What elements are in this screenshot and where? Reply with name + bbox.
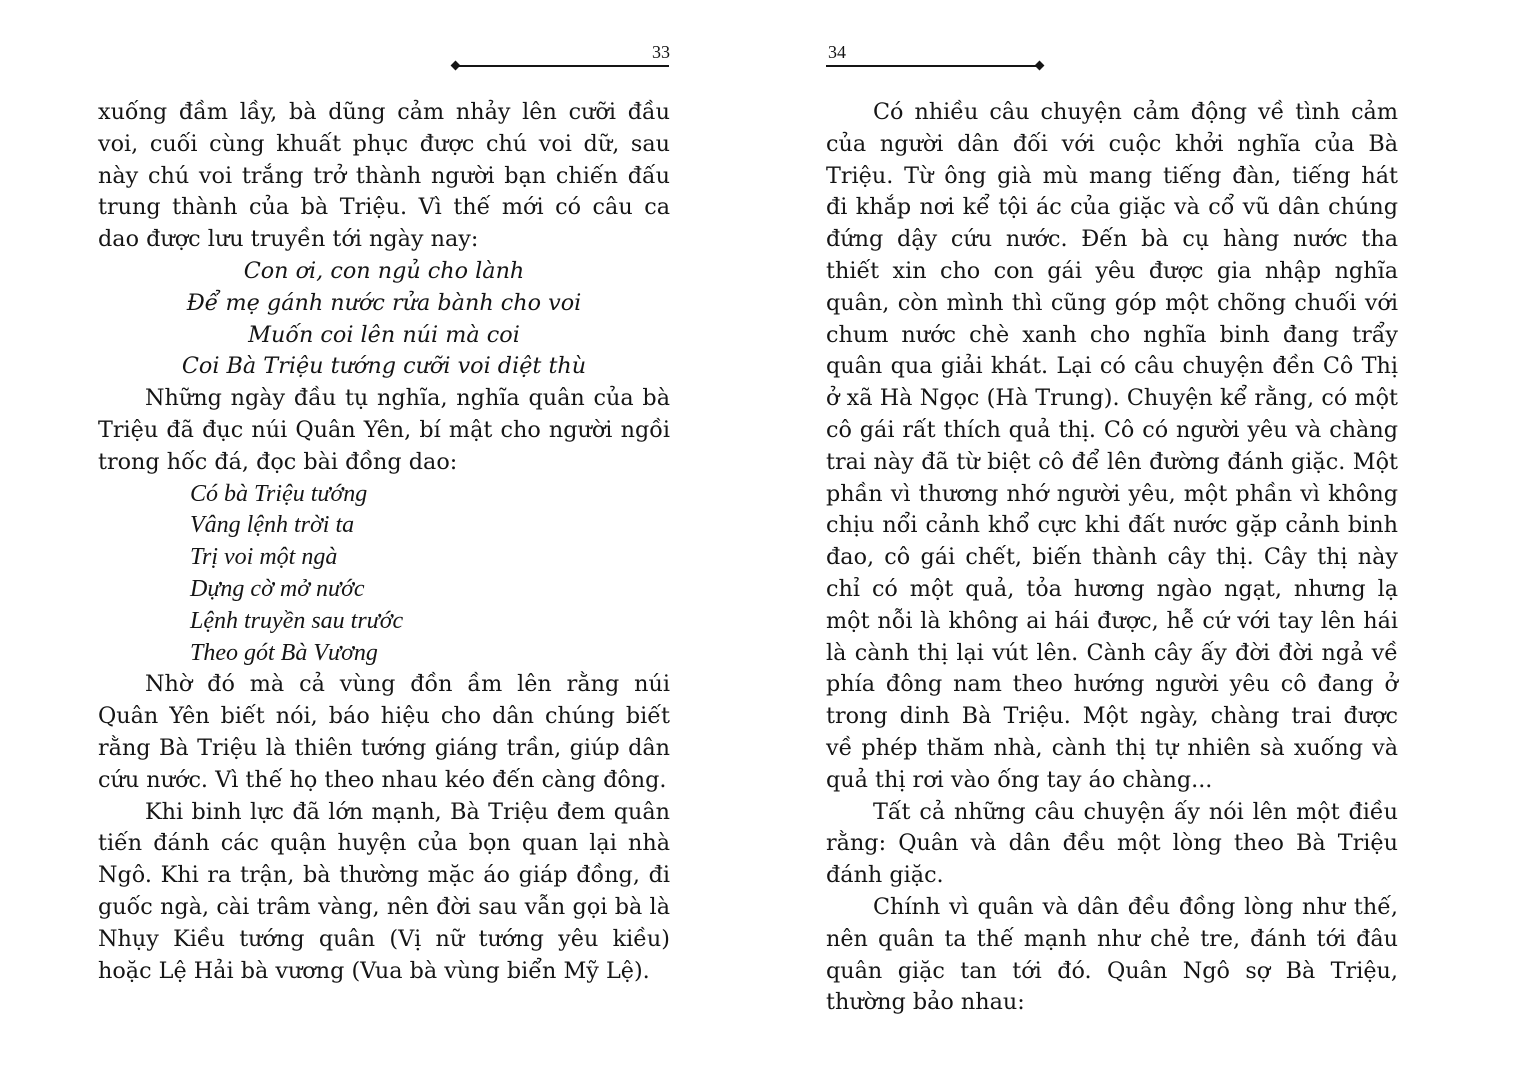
left-page-text xyxy=(98,97,670,987)
text-line: nên quân ta thế mạnh như chẻ tre, đánh tới đâu xyxy=(826,925,1398,952)
text-line: thiết xin cho con gái yêu được gia nhập nghĩa xyxy=(826,257,1398,284)
text-line: Những ngày đầu tụ nghĩa, nghĩa quân của bà xyxy=(145,385,670,412)
poem-line: Con ơi, con ngủ cho lành xyxy=(243,257,525,284)
text-line: phía đông nam theo hướng người yêu cô đang ở xyxy=(826,671,1398,698)
text-line: phần vì thương nhớ người yêu, một phần vì không xyxy=(826,480,1398,507)
header-rule xyxy=(456,65,669,67)
text-line: Tất cả những câu chuyện ấy nói lên một điều xyxy=(873,798,1398,825)
text-line: trai này đã từ biệt cô để lên đường đánh giặc. Một xyxy=(826,448,1398,475)
text-line: Nhụy Kiều tướng quân (Vị nữ tướng yêu kiều) xyxy=(98,925,670,952)
text-line: quân qua giải khát. Lại có câu chuyện đền Cô Thị xyxy=(826,353,1398,380)
text-line: Khi binh lực đã lớn mạnh, Bà Triệu đem quân xyxy=(145,798,670,825)
text-line: Nhờ đó mà cả vùng đồn ầm lên rằng núi xyxy=(145,671,670,698)
text-line: đao, cô gái chết, biến thành cây thị. Cây thị này xyxy=(826,544,1398,571)
text-line: trung thành của bà Triệu. Vì thế mới có câu ca xyxy=(98,194,670,221)
text-line: chum nước chè xanh cho nghĩa binh đang trẩy xyxy=(826,321,1398,348)
text-line: Triệu đã đục núi Quân Yên, bí mật cho người ngồi xyxy=(98,416,670,443)
text-line: quả thị rơi vào ống tay áo chàng... xyxy=(826,766,1213,793)
text-line: về phép thăm nhà, cành thị tự nhiên sà xuống và xyxy=(826,734,1398,761)
text-line: dao được lưu truyền tới ngày nay: xyxy=(98,226,479,253)
text-line: của người dân đối với cuộc khởi nghĩa của Bà xyxy=(826,130,1398,157)
header-diamond-ornament xyxy=(1035,61,1045,71)
text-line: đi khắp nơi kể tội ác của giặc và cổ vũ dân chúng xyxy=(826,194,1398,221)
text-line: hoặc Lệ Hải bà vương (Vua bà vùng biển Mỹ Lệ). xyxy=(98,957,650,984)
text-line: chịu nổi cảnh khổ cực khi đất nước gặp cảnh binh xyxy=(826,512,1398,539)
poem-line: Theo gót Bà Vương xyxy=(190,639,378,666)
text-line: là cành thị lại vút lên. Cành cây ấy đời đời ngả về xyxy=(826,639,1398,666)
text-line: Ngô. Khi ra trận, bà thường mặc áo giáp đồng, đi xyxy=(98,862,670,889)
text-line: Có nhiều câu chuyện cảm động về tình cảm xyxy=(873,99,1398,125)
text-line: quân, còn mình thì cũng góp một chõng chuối với xyxy=(826,289,1398,316)
poem-line: Vâng lệnh trời ta xyxy=(190,512,355,539)
poem-line: Muốn coi lên núi mà coi xyxy=(248,321,520,348)
text-line: xuống đầm lầy, bà dũng cảm nhảy lên cưỡi đầu xyxy=(98,99,670,125)
text-line: Quân Yên biết nói, báo hiệu cho dân chúng biết xyxy=(98,703,670,730)
text-line: một nỗi là không ai hái được, hễ cứ với tay lên hái xyxy=(826,607,1398,634)
poem-line: Có bà Triệu tướng xyxy=(190,480,368,507)
poem-line: Trị voi một ngà xyxy=(190,544,338,571)
text-line: rằng: Quân và dân đều một lòng theo Bà Triệu xyxy=(826,830,1398,857)
text-line: Triệu. Từ ông già mù mang tiếng đàn, tiếng hát xyxy=(826,162,1398,189)
text-line: chỉ có một quả, tỏa hương ngào ngạt, nhưng lạ xyxy=(826,575,1398,602)
text-line: đánh giặc. xyxy=(826,862,944,889)
text-line: voi, cuối cùng khuất phục được chú voi dữ, sau xyxy=(98,130,670,157)
text-line: rằng Bà Triệu là thiên tướng giáng trần, giúp dân xyxy=(98,734,670,761)
text-line: quân giặc tan tới đó. Quân Ngô sợ Bà Triệu, xyxy=(826,957,1398,984)
text-line: Chính vì quân và dân đều đồng lòng như thế, xyxy=(873,893,1398,920)
text-line: này chú voi trắng trở thành người bạn chiến đấu xyxy=(98,162,670,189)
text-line: tiến đánh các quận huyện của bọn quan lại nhà xyxy=(98,830,670,857)
text-line: thường bảo nhau: xyxy=(826,989,1025,1016)
text-line: cô gái rất thích quả thị. Cô có người yêu và chàng xyxy=(826,416,1398,443)
poem-line: Dựng cờ mở nước xyxy=(190,575,365,602)
text-line: cứu nước. Vì thế họ theo nhau kéo đến càng đông. xyxy=(98,766,667,793)
poem-line: Coi Bà Triệu tướng cưỡi voi diệt thù xyxy=(181,353,587,380)
page-number: 34 xyxy=(828,42,846,62)
poem-line: Để mẹ gánh nước rửa bành cho voi xyxy=(186,289,582,316)
text-line: trong dinh Bà Triệu. Một ngày, chàng trai được xyxy=(826,703,1398,730)
text-line: đứng dậy cứu nước. Đến bà cụ hàng nước tha xyxy=(826,226,1398,253)
header-rule xyxy=(826,65,1039,67)
page-number: 33 xyxy=(652,42,670,62)
poem-line: Lệnh truyền sau trước xyxy=(190,607,404,634)
header-diamond-ornament xyxy=(451,61,461,71)
text-line: ở xã Hà Ngọc (Hà Trung). Chuyện kể rằng, có một xyxy=(826,385,1398,412)
text-line: guốc ngà, cài trâm vàng, nên đời sau vẫn gọi bà là xyxy=(98,893,670,920)
right-page-text xyxy=(826,97,1398,1019)
text-line: trong hốc đá, đọc bài đồng dao: xyxy=(98,448,458,475)
